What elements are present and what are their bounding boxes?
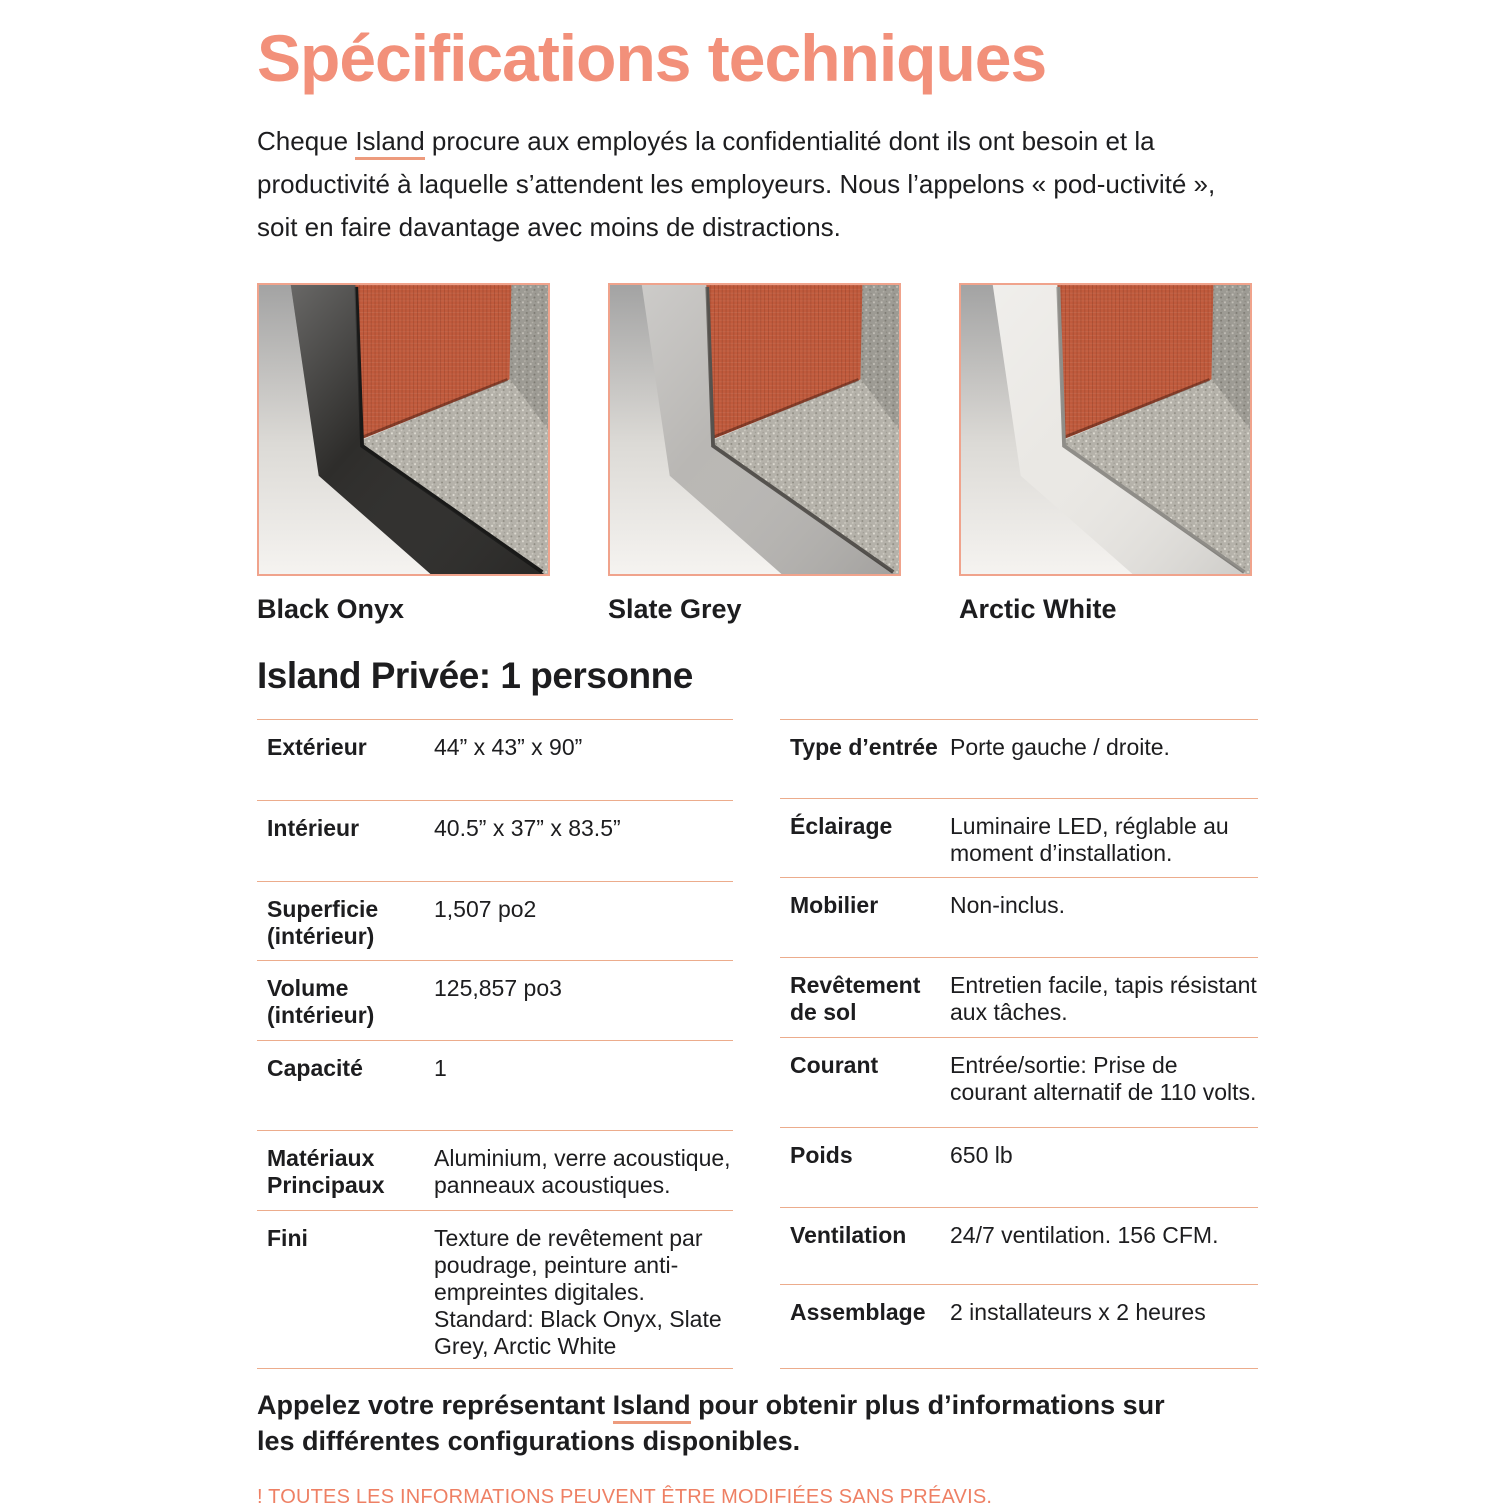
spec-value: Luminaire LED, réglable au moment d’installation. (950, 812, 1229, 866)
spec-label: Poids (790, 1141, 853, 1168)
spec-label: Superficie (intérieur) (267, 895, 379, 949)
spec-row-ventilation (780, 1207, 1258, 1284)
spec-value: 2 installateurs x 2 heures (950, 1298, 1206, 1325)
disclaimer-note: ! TOUTES LES INFORMATIONS PEUVENT ÊTRE MODIFIÉES SANS PRÉAVIS. (257, 1485, 993, 1508)
spec-value: Entretien facile, tapis résistant aux tâches. (950, 971, 1257, 1025)
spec-row-type-entree (780, 719, 1258, 798)
spec-label: Éclairage (790, 812, 893, 839)
spec-row-mobilier (780, 877, 1258, 957)
spec-label: Extérieur (267, 733, 367, 760)
spec-label: Ventilation (790, 1221, 907, 1248)
spec-label: Fini (267, 1224, 308, 1251)
spec-value: 24/7 ventilation. 156 CFM. (950, 1221, 1219, 1248)
spec-row-materiaux (257, 1130, 733, 1210)
finish-swatch-black-onyx (257, 283, 550, 576)
spec-row-assemblage (780, 1284, 1258, 1362)
spec-value: 650 lb (950, 1141, 1013, 1168)
footer-text-post: pour obtenir plus d’informations sur les différentes configurations disponibles. (257, 1389, 1165, 1456)
finish-label: Black Onyx (257, 593, 405, 624)
pod-corner-image (961, 285, 1250, 574)
section-title: Island Privée: 1 personne (257, 654, 693, 696)
spec-value: Aluminium, verre acoustique, panneaux acoustiques. (434, 1144, 731, 1198)
spec-label: Revêtement de sol (790, 971, 921, 1025)
intro-text-pre: Cheque (257, 125, 356, 156)
spec-label: Intérieur (267, 814, 360, 841)
spec-value: 40.5” x 37” x 83.5” (434, 814, 621, 841)
footer-note (257, 1387, 1207, 1459)
spec-row-revetement (780, 957, 1258, 1037)
finish-card-arctic-white (959, 283, 1252, 625)
brand-link-footer[interactable]: Island (613, 1390, 691, 1424)
spec-row-capacite (257, 1040, 733, 1130)
intro-paragraph (257, 120, 1257, 249)
spec-label: Capacité (267, 1054, 363, 1081)
spec-label: Volume (intérieur) (267, 974, 375, 1028)
spec-value: 1 (434, 1054, 447, 1081)
spec-row-fini (257, 1210, 733, 1368)
finish-label: Arctic White (959, 593, 1117, 624)
spec-row-volume (257, 960, 733, 1040)
pod-corner-image (610, 285, 899, 574)
spec-table (257, 719, 1258, 1369)
page-title: Spécifications techniques (257, 21, 1047, 95)
spec-label: Type d’entrée (790, 733, 938, 760)
intro-text-post: procure aux employés la confidentialité dont ils ont besoin et la productivité à laquelle s’attendent les employeurs. Nous l’appelons « pod-uctivité », soit en faire davantage avec moins de distractions. (257, 125, 1216, 242)
finish-label: Slate Grey (608, 593, 742, 624)
spec-value: 125,857 po3 (434, 974, 562, 1001)
finishes-row (257, 283, 1252, 625)
spec-label: Mobilier (790, 891, 879, 918)
finish-card-slate-grey (608, 283, 901, 625)
spec-value: 1,507 po2 (434, 895, 537, 922)
spec-row-eclairage (780, 798, 1258, 877)
spec-row-poids (780, 1127, 1258, 1207)
spec-column-right (780, 719, 1258, 1369)
footer-text-pre: Appelez votre représentant (257, 1389, 613, 1420)
spec-value: Entrée/sortie: Prise de courant alternatif de 110 volts. (950, 1051, 1257, 1105)
spec-label: Matériaux Principaux (267, 1144, 385, 1198)
finish-swatch-arctic-white (959, 283, 1252, 576)
spec-value: Porte gauche / droite. (950, 733, 1170, 760)
spec-value: 44” x 43” x 90” (434, 733, 583, 760)
finish-swatch-slate-grey (608, 283, 901, 576)
spec-column-left (257, 719, 733, 1369)
pod-corner-image (259, 285, 548, 574)
spec-row-superficie (257, 881, 733, 960)
spec-row-courant (780, 1037, 1258, 1127)
brand-link[interactable]: Island (355, 126, 424, 160)
spec-label: Courant (790, 1051, 879, 1078)
finish-card-black-onyx (257, 283, 550, 625)
spec-value: Non-inclus. (950, 891, 1066, 918)
spec-row-exterieur (257, 719, 733, 800)
spec-label: Assemblage (790, 1298, 926, 1325)
spec-row-interieur (257, 800, 733, 881)
spec-value: Texture de revêtement par poudrage, peinture anti-empreintes digitales. Standard: Black Onyx, Slate Grey, Arctic White (434, 1224, 722, 1359)
